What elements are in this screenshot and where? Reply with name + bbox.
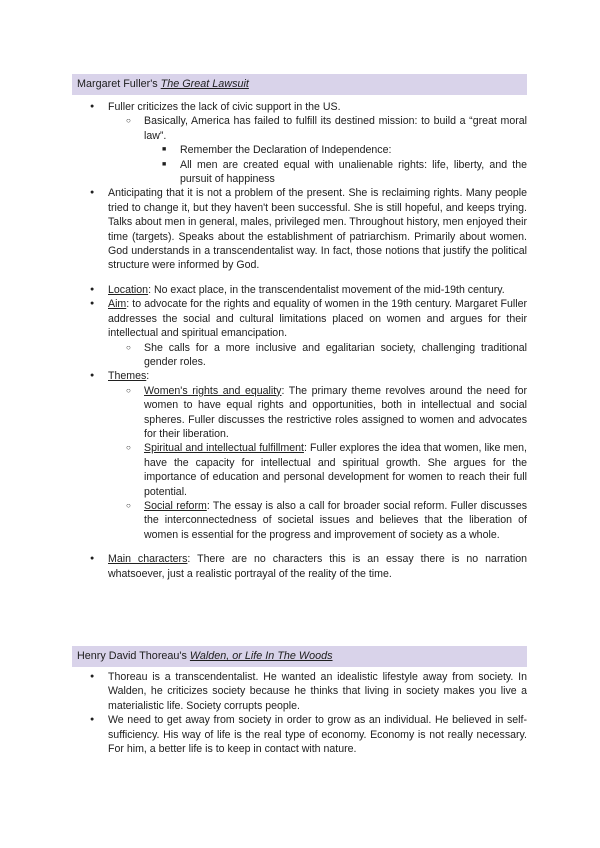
sub-bullet-aim: [108, 341, 527, 370]
bullet-themes: [72, 369, 527, 542]
spacer: [72, 273, 527, 283]
theme-label: Social reform: [144, 499, 207, 512]
themes-colon: :: [146, 370, 150, 383]
theme-text: : Fuller explores the idea that women, like men, have the capacity for intellectual and spiritual growth. She argues for the importance of education and personal development for women to reach their full potential.: [144, 442, 527, 498]
thoreau-notes: [72, 670, 527, 756]
bullet-aim: [72, 297, 527, 369]
bullet-thoreau-society: [72, 713, 527, 756]
bullet-thoreau-transcendentalist: [72, 670, 527, 713]
characters-label: Main characters: [108, 553, 188, 566]
bullet-text: Fuller criticizes the lack of civic support in the US.: [108, 101, 341, 113]
sub-sub-bullet-declaration: [144, 143, 527, 157]
heading-author: Henry David Thoreau's: [77, 650, 187, 662]
theme-text: : The essay is also a call for broader social reform. Fuller discusses the interconnectedness of societal issues and believes that the liberation of women is essential for the progress and improvement of society as a whole.: [144, 499, 528, 541]
bullet-text: Basically, America has failed to fulfill its destined mission: to build a “great moral law”.: [144, 115, 527, 142]
themes-label: Themes: [108, 370, 147, 383]
sub-bullet-moral-law: [108, 114, 527, 186]
bullet-anticipating: [72, 186, 527, 272]
bullet-text: Thoreau is a transcendentalist. He wanted an idealistic lifestyle away from society. In Walden, he criticizes society because he thinks that living in society makes you live a materialistic life. Society corrupts people.: [108, 671, 527, 712]
theme-label: Spiritual and intellectual fulfillment: [144, 442, 304, 455]
bullet-text: Anticipating that it is not a problem of the present. She is reclaiming rights. Many people tried to change it, but they haven't been successful. She is still hopeful, and keeps trying. Talks about men in general, males, privileged men. Throughout history, men enjoyed their time (targets). Speaks about the establishment of patriarchism. Primarily about women. God understands in a transcendentalist way. In fact, those notions that justify the political structure were informed by God.: [108, 187, 527, 272]
location-text: : No exact place, in the transcendentalist movement of the mid-19th century.: [148, 283, 505, 296]
heading-author: Margaret Fuller's: [77, 78, 158, 90]
bullet-text: All men are created equal with unalienable rights: life, liberty, and the pursuit of happiness: [180, 158, 527, 186]
heading-work-title: The Great Lawsuit: [160, 78, 249, 90]
bullet-civic-support: [72, 100, 527, 186]
theme-label: Women's rights and equality: [144, 384, 282, 397]
section-heading-thoreau: [72, 646, 527, 667]
location-label: Location: [108, 283, 149, 296]
section-heading-fuller: [72, 74, 527, 95]
theme-item: [108, 499, 527, 542]
bullet-text: Remember the Declaration of Independence:: [180, 144, 392, 157]
bullet-text: We need to get away from society in order to grow as an individual. He believed in self-sufficiency. His way of life is the real type of economy. Economy is not really necessary. For him, a better life is to keep in contact with nature.: [108, 714, 527, 756]
fuller-notes: [72, 100, 527, 581]
spacer: [72, 542, 527, 552]
sub-sub-bullet-rights: [144, 158, 527, 187]
bullet-main-characters: [72, 552, 527, 581]
heading-work-title: Walden, or Life In The Woods: [189, 650, 333, 662]
theme-item: [108, 441, 527, 499]
bullet-location: [72, 283, 527, 297]
aim-label: Aim: [108, 298, 127, 311]
bullet-text: She calls for a more inclusive and egalitarian society, challenging traditional gender roles.: [144, 341, 527, 368]
theme-text: : The primary theme revolves around the need for women to have equal rights and opportunities, both in intellectual and social spheres. Fuller discusses the restrictive roles assigned to women and advocates for their liberation.: [144, 384, 527, 440]
theme-item: [108, 384, 527, 442]
aim-text: : to advocate for the rights and equality of women in the 19th century. Margaret Fuller addresses the social and cultural limitations placed on women and argues for their intellectual and spiritual emancipation.: [108, 298, 527, 340]
characters-text: : There are no characters this is an essay there is no narration whatsoever, just a realistic portrayal of the reality of the time.: [108, 553, 527, 580]
